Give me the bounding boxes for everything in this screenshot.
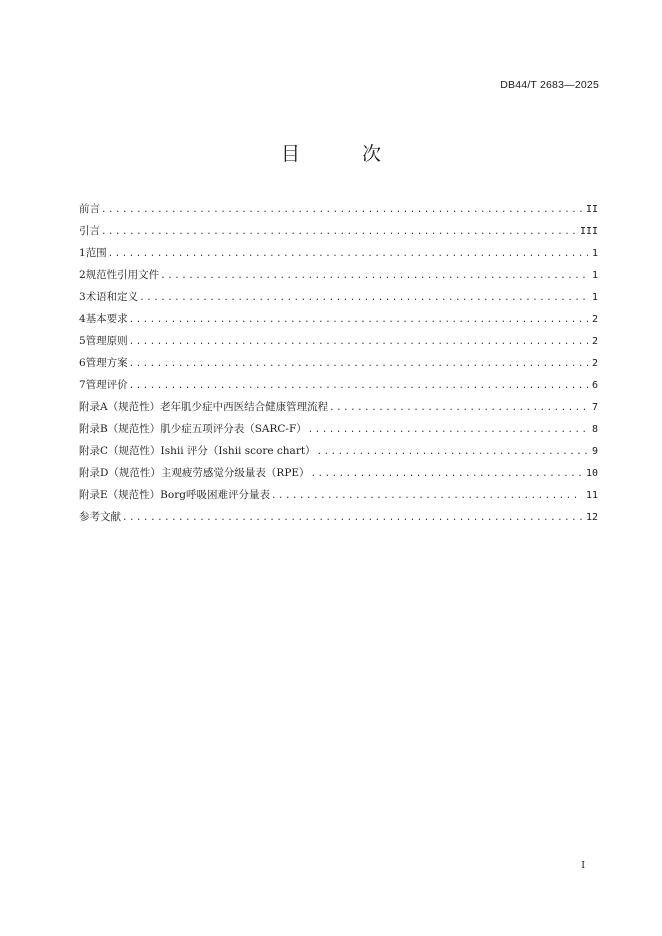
dot-leader: [329, 397, 588, 419]
toc-entry-page: 8: [591, 424, 598, 435]
toc-entry-page: 1: [591, 248, 598, 259]
toc-entry-title: 肌少症五项评分表（SARC-F）: [160, 423, 307, 435]
toc-entry-page: II: [585, 204, 598, 215]
dot-leader: [311, 463, 582, 485]
dot-leader: [129, 353, 588, 375]
dot-leader: [271, 485, 582, 507]
toc-entry[interactable]: [79, 242, 598, 264]
dot-leader: [129, 309, 588, 331]
toc-entry[interactable]: [79, 286, 598, 308]
toc-entry-page: 1: [591, 270, 598, 281]
appendix-label: 附录A（规范性）: [79, 401, 161, 413]
toc-entry[interactable]: [79, 506, 598, 528]
toc-entry-title: 管理评价: [85, 379, 128, 391]
toc-entry-page: 6: [591, 380, 598, 391]
toc-entry-appendix[interactable]: [79, 484, 598, 506]
toc-entry-page: 10: [585, 468, 598, 479]
toc-entry-appendix[interactable]: [79, 462, 598, 484]
toc-entry[interactable]: [79, 330, 598, 352]
toc-entry-number: 7: [79, 379, 86, 391]
toc-entry-number: 3: [79, 291, 86, 303]
toc-entry-number: 2: [79, 269, 86, 281]
appendix-label: 附录E（规范性）: [79, 489, 161, 501]
dot-leader: [317, 441, 588, 463]
toc-entry-number: 4: [79, 313, 86, 325]
toc-entry-appendix[interactable]: [79, 418, 598, 440]
toc-entry[interactable]: [79, 220, 598, 242]
dot-leader: [139, 287, 588, 309]
toc-entry-page: 11: [585, 490, 598, 501]
toc-entry-title: 管理原则: [85, 335, 128, 347]
toc-entry-page: III: [579, 226, 598, 237]
appendix-label: 附录C（规范性）: [79, 445, 161, 457]
toc-entry-appendix[interactable]: [79, 396, 598, 418]
toc-entry-title: Ishii 评分（Ishii score chart）: [160, 445, 316, 457]
toc-entry-number: 1: [79, 247, 86, 259]
dot-leader: [160, 265, 588, 287]
toc-entry-page: 2: [591, 314, 598, 325]
toc-title: 目 次: [280, 143, 410, 165]
toc-entry-page: 2: [591, 336, 598, 347]
toc-entry[interactable]: [79, 308, 598, 330]
toc-entry-title: 引言: [79, 225, 100, 237]
dot-leader: [308, 419, 588, 441]
toc-entry-page: 2: [591, 358, 598, 369]
toc-entry-page: 9: [591, 446, 598, 457]
toc-entry[interactable]: [79, 352, 598, 374]
toc-entry-title: 主观疲劳感觉分级量表（RPE）: [160, 467, 310, 479]
toc-entry-title: 前言: [79, 203, 100, 215]
toc-entry-title: 老年肌少症中西医结合健康管理流程: [160, 401, 329, 413]
toc-entry-number: 6: [79, 357, 86, 369]
dot-leader: [129, 375, 588, 397]
toc-entry-title: 规范性引用文件: [85, 269, 160, 281]
dot-leader: [101, 199, 582, 221]
toc-entry-title: Borg呼吸困难评分量表: [160, 489, 270, 501]
toc-entry-title: 范围: [85, 247, 107, 259]
dot-leader: [129, 331, 588, 353]
dot-leader: [101, 221, 576, 243]
dot-leader: [108, 243, 588, 265]
document-code: DB44/T 2683—2025: [500, 79, 599, 91]
toc-entry[interactable]: [79, 374, 598, 396]
toc-entry-number: 5: [79, 335, 86, 347]
appendix-label: 附录B（规范性）: [79, 423, 161, 435]
toc-entry-page: 12: [585, 512, 598, 523]
toc-entry-page: 7: [591, 402, 598, 413]
toc-entry-appendix[interactable]: [79, 440, 598, 462]
table-of-contents: [79, 198, 598, 528]
toc-entry[interactable]: [79, 198, 598, 220]
toc-entry[interactable]: [79, 264, 598, 286]
appendix-label: 附录D（规范性）: [79, 467, 161, 479]
dot-leader: [122, 507, 582, 529]
toc-entry-title: 管理方案: [85, 357, 128, 369]
page-number: I: [581, 860, 585, 871]
toc-entry-title: 术语和定义: [85, 291, 139, 303]
toc-entry-title: 参考文献: [79, 511, 121, 523]
toc-entry-title: 基本要求: [85, 313, 128, 325]
toc-entry-page: 1: [591, 292, 598, 303]
